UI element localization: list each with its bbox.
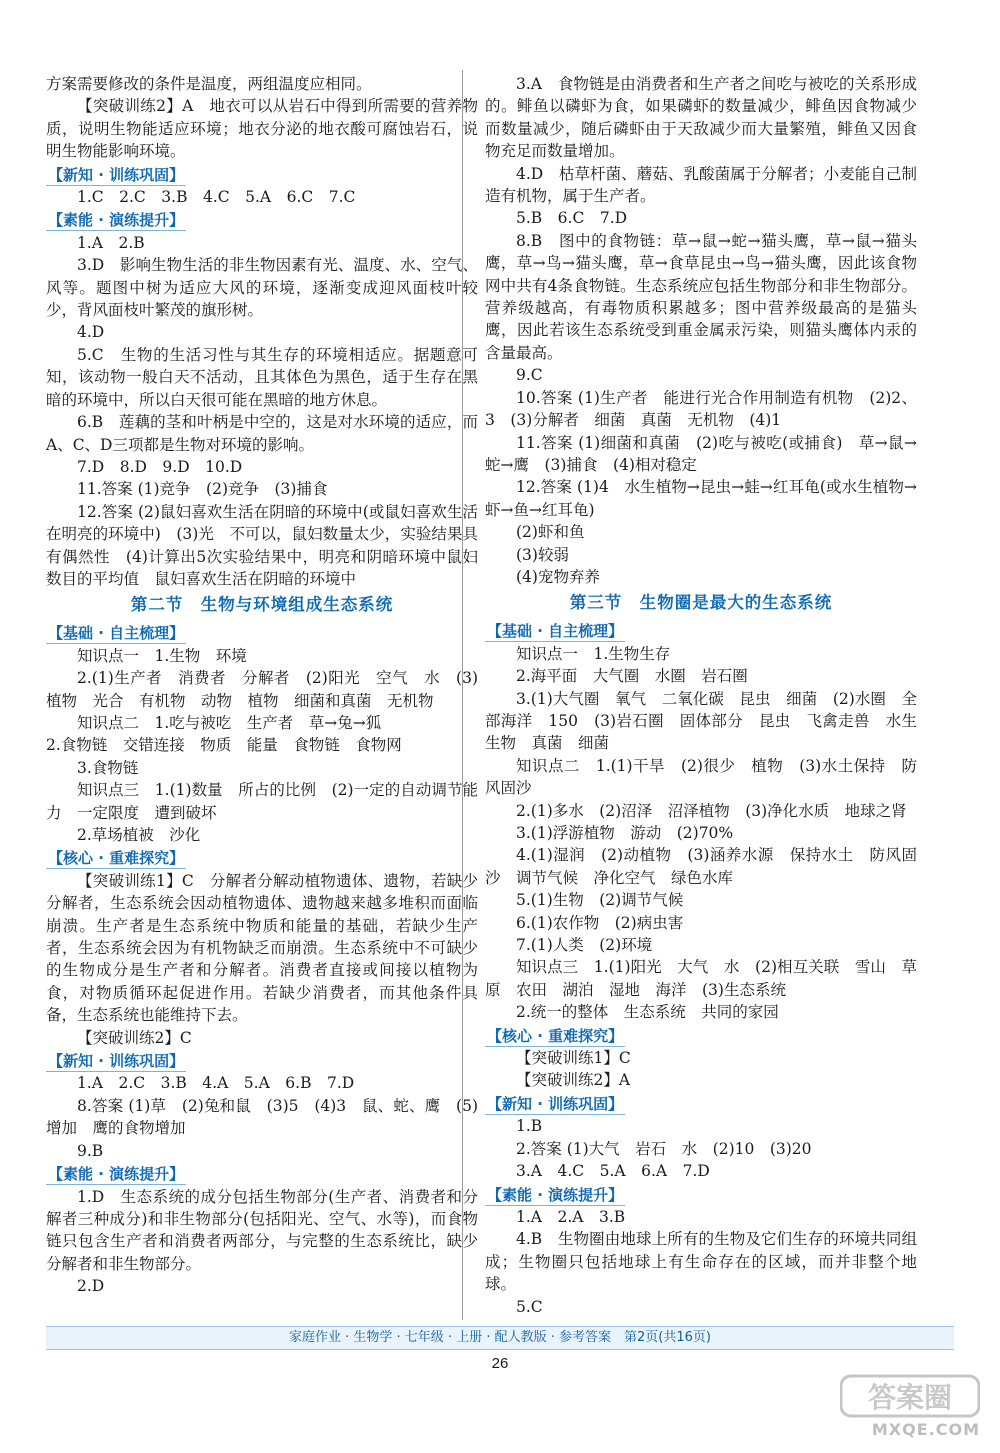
answer-paragraph: 7.D 8.D 9.D 10.D <box>77 457 243 476</box>
left-column <box>46 73 478 1298</box>
watermark-logo <box>840 1373 980 1419</box>
watermark-logo-text: 答案圈 <box>867 1381 953 1414</box>
section-tag-row <box>46 1049 478 1072</box>
section-tag: 【基础 · 自主梳理】 <box>48 624 185 643</box>
section-tag-row <box>485 1183 917 1206</box>
answer-paragraph: 方案需要修改的条件是温度，两组温度应相同。 <box>46 75 372 93</box>
answer-paragraph: (4)宠物弃养 <box>516 567 600 586</box>
section-tag: 【素能 · 演练提升】 <box>48 211 185 230</box>
section-tag: 【素能 · 演练提升】 <box>487 1185 624 1204</box>
answer-paragraph: 【突破训练2】C <box>77 1028 192 1047</box>
watermark-site: MXQE.COM <box>871 1420 980 1439</box>
answer-paragraph: 知识点一 1.生物 环境 <box>77 646 247 665</box>
answer-paragraph: 3.D 影响生物生活的非生物因素有光、温度、水、空气、风等。题图中树为适应大风的环境，逐渐变成迎风面枝叶较少，背风面枝叶繁茂的旗形树。 <box>46 256 478 320</box>
section-tag: 【核心 · 重难探究】 <box>487 1026 624 1045</box>
answer-paragraph: 5.C <box>516 1297 543 1316</box>
section-tag: 【基础 · 自主梳理】 <box>487 622 624 641</box>
watermark <box>836 1373 984 1445</box>
answer-paragraph: 9.B <box>77 1141 104 1160</box>
answer-paragraph: 3.食物链 <box>77 758 139 777</box>
answer-paragraph: 8.B 图中的食物链：草→鼠→蛇→猫头鹰，草→鼠→猫头鹰，草→鸟→猫头鹰，草→食草昆虫→鸟→猫头鹰，因此该食物网中共有4条食物链。生态系统应包括生物部分和非生物部分。营养级越高，有毒物质积累越多；图中营养级最高的是猫头鹰，因此若该生态系统受到重金属汞污染，则猫头鹰体内汞的含量最高。 <box>485 231 917 362</box>
answer-paragraph: 3.(1)大气圈 氧气 二氧化碳 昆虫 细菌 (2)水圈 全部海洋 150 (3)岩石圈 固体部分 昆虫 飞禽走兽 水生生物 真菌 细菌 <box>485 689 917 753</box>
answer-paragraph: 知识点三 1.(1)阳光 大气 水 (2)相互关联 雪山 草原 农田 湖泊 湿地 海洋 (3)生态系统 <box>485 958 917 999</box>
answer-paragraph: 12.答案 (1)4 水生植物→昆虫→蛙→红耳龟(或水生植物→虾→鱼→红耳龟) <box>485 478 917 519</box>
answer-paragraph: 1.D 生态系统的成分包括生物部分(生产者、消费者和分解者三种成分)和非生物部分(包括阳光、空气、水等)，而食物链只包含生产者和消费者两部分，与完整的生态系统比，缺少分解者和非生物部分。 <box>46 1187 478 1273</box>
section-tag: 【核心 · 重难探究】 <box>48 849 185 868</box>
section-tag-row <box>46 846 478 869</box>
answer-paragraph: 5.B 6.C 7.D <box>516 209 628 228</box>
answer-paragraph: 12.答案 (2)鼠妇喜欢生活在阴暗的环境中(或鼠妇喜欢生活在明亮的环境中) (3)光 不可以，鼠妇数量太少，实验结果具有偶然性 (4)计算出5次实验结果中，明亮和阴暗环境中鼠妇数目的平均值 鼠妇喜欢生活在阴暗的环境中 <box>46 502 478 588</box>
answer-paragraph: 2.海平面 大气圈 水圈 岩石圈 <box>516 667 748 686</box>
section-tag: 【新知 · 训练巩固】 <box>48 1052 185 1071</box>
answer-paragraph: (3)较弱 <box>516 545 569 564</box>
section-tag-row <box>46 163 478 186</box>
answer-paragraph: 2.D <box>77 1277 105 1296</box>
section-tag: 【新知 · 训练巩固】 <box>48 165 185 184</box>
answer-paragraph: 1.C 2.C 3.B 4.C 5.A 6.C 7.C <box>77 188 356 207</box>
answer-paragraph: 1.B <box>516 1117 543 1136</box>
answer-paragraph: 2.草场植被 沙化 <box>77 826 201 844</box>
answer-paragraph: 5.C 生物的生活习性与其生存的环境相适应。据题意可知，该动物一般白天不活动，且其体色为黑色，适于生存在黑暗的环境中，所以白天很可能在黑暗的地方休息。 <box>46 345 478 409</box>
answer-paragraph: 【突破训练2】A <box>516 1071 631 1090</box>
answer-paragraph: 1.A 2.C 3.B 4.A 5.A 6.B 7.D <box>77 1074 355 1093</box>
answer-paragraph: 9.C <box>516 366 543 385</box>
section-tag-row <box>485 1092 917 1115</box>
answer-paragraph: 11.答案 (1)竞争 (2)竞争 (3)捕食 <box>77 480 328 499</box>
answer-paragraph: 6.B 莲藕的茎和叶柄是中空的，这是对水环境的适应，而A、C、D三项都是生物对环境的影响。 <box>46 413 478 454</box>
answer-paragraph: 8.答案 (1)草 (2)兔和鼠 (3)5 (4)3 鼠、蛇、鹰 (5)增加 鹰的食物增加 <box>46 1096 478 1138</box>
section-tag: 【素能 · 演练提升】 <box>48 1165 185 1184</box>
answer-paragraph: 知识点二 1.吃与被吃 生产者 草→兔→狐 <box>77 713 382 732</box>
answer-paragraph: 4.(1)湿润 (2)动植物 (3)涵养水源 保持水土 防风固沙 调节气候 净化空气 绿色水库 <box>485 846 917 887</box>
answer-paragraph: 3.A 食物链是由消费者和生产者之间吃与被吃的关系形成的。鲱鱼以磷虾为食，如果磷虾的数量减少，鲱鱼因食物减少而数量减少，随后磷虾由于天敌减少而大量繁殖，鲱鱼又因食物充足而数量增加。 <box>485 75 917 161</box>
section-heading: 第三节 生物圈是最大的生态系统 <box>569 593 833 613</box>
answer-paragraph: 4.B 生物圈由地球上所有的生物及它们生存的环境共同组成；生物圈只包括地球上有生命存在的区域，而并非整个地球。 <box>485 1230 917 1294</box>
section-tag-row <box>485 1024 917 1047</box>
right-column <box>485 73 917 1318</box>
answer-paragraph: 3.(1)浮游植物 游动 (2)70% <box>516 824 734 842</box>
answer-paragraph: 4.D 枯草杆菌、蘑菇、乳酸菌属于分解者；小麦能自己制造有机物，属于生产者。 <box>485 164 917 206</box>
section-tag-row <box>485 619 917 642</box>
answer-paragraph: 1.A 2.B <box>77 233 145 252</box>
answer-paragraph: 知识点三 1.(1)数量 所占的比例 (2)一定的自动调节能力 一定限度 遭到破坏 <box>46 781 478 822</box>
answer-paragraph: 【突破训练1】C 分解者分解动植物遗体、遗物，若缺少分解者，生态系统会因动植物遗体、遗物越来越多堆积而面临崩溃。生产者是生态系统中物质和能量的基础，若缺少生产者，生态系统会因为有机物缺乏而崩溃。生态系统中不可缺少的生物成分是生产者和分解者。消费者直接或间接以植物为食，对物质循环起促进作用。若缺少消费者，而其他条件具备，生态系统也能维持下去。 <box>46 871 478 1025</box>
answer-paragraph: 2.答案 (1)大气 岩石 水 (2)10 (3)20 <box>516 1139 812 1158</box>
page-footer: 家庭作业 · 生物学 · 七年级 · 上册 · 配人教版 · 参考答案 第2页(共16页) <box>46 1326 954 1350</box>
answer-paragraph: 6.(1)农作物 (2)病虫害 <box>516 913 684 932</box>
answer-paragraph: 知识点二 1.(1)干旱 (2)很少 植物 (3)水土保持 防风固沙 <box>485 756 917 798</box>
section-tag: 【新知 · 训练巩固】 <box>487 1094 624 1113</box>
answer-paragraph: 2.食物链 交错连接 物质 能量 食物链 食物网 <box>46 736 402 755</box>
answer-paragraph: 2.(1)多水 (2)沼泽 沼泽植物 (3)净化水质 地球之肾 <box>516 801 907 820</box>
section-tag-row <box>46 621 478 644</box>
section-heading: 第二节 生物与环境组成生态系统 <box>130 595 394 615</box>
answer-paragraph: 【突破训练2】A 地衣可以从岩石中得到所需要的营养物质，说明生物能适应环境；地衣分泌的地衣酸可腐蚀岩石，说明生物能影响环境。 <box>46 97 478 161</box>
answer-paragraph: 2.统一的整体 生态系统 共同的家园 <box>516 1003 779 1022</box>
page-number: 26 <box>491 1355 509 1372</box>
answer-paragraph: 10.答案 (1)生产者 能进行光合作用制造有机物 (2)2、3 (3)分解者 细菌 真菌 无机物 (4)1 <box>485 388 917 430</box>
answer-paragraph: 3.A 4.C 5.A 6.A 7.D <box>516 1162 710 1181</box>
answer-paragraph: (2)虾和鱼 <box>516 523 585 542</box>
answer-paragraph: 【突破训练1】C <box>516 1049 631 1068</box>
answer-paragraph: 5.(1)生物 (2)调节气候 <box>516 891 684 910</box>
answer-paragraph: 11.答案 (1)细菌和真菌 (2)吃与被吃(或捕食) 草→鼠→蛇→鹰 (3)捕食 (4)相对稳定 <box>485 433 917 474</box>
answer-paragraph: 知识点一 1.生物生存 <box>516 644 671 663</box>
answer-paragraph: 4.D <box>77 323 105 342</box>
answer-paragraph: 7.(1)人类 (2)环境 <box>516 936 653 955</box>
answer-paragraph: 1.A 2.A 3.B <box>516 1207 626 1226</box>
answer-paragraph: 2.(1)生产者 消费者 分解者 (2)阳光 空气 水 (3)植物 光合 有机物 动物 植物 细菌和真菌 无机物 <box>46 669 478 710</box>
section-tag-row <box>46 208 478 231</box>
section-tag-row <box>46 1162 478 1185</box>
